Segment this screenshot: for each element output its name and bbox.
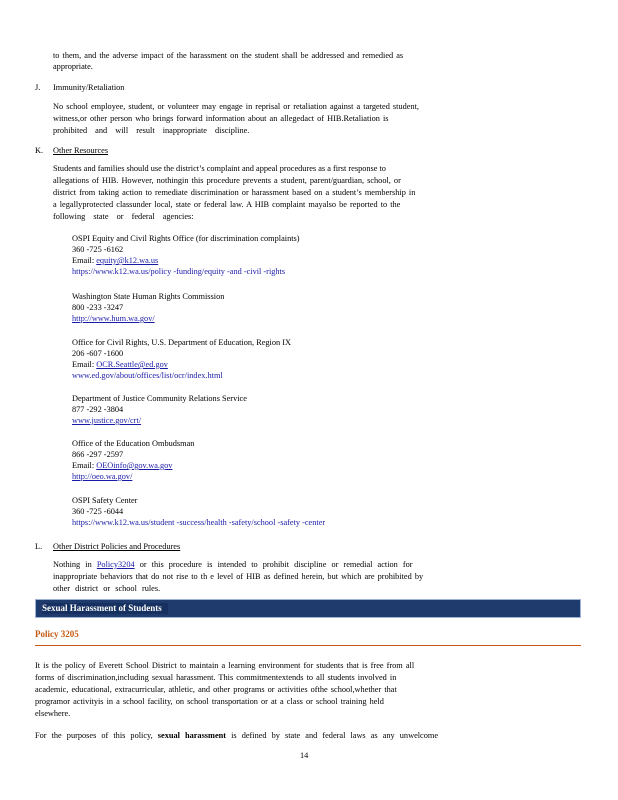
agency-item [72, 291, 552, 324]
section-j-title: Immunity/Retaliation [53, 83, 125, 92]
section-k-line-4: a legallyprotected classunder local, state or federal law. A HIB complaint mayalso be reported to the [53, 200, 401, 209]
section-j-line-2: witness,or other person who brings forward information about an allegedact of HIB.Retaliation is [53, 114, 389, 123]
agency-name: Washington State Human Rights Commission [72, 292, 225, 301]
section-k-title: Other Resources [53, 146, 109, 155]
agency-name: Office of the Education Ombudsman [72, 439, 195, 448]
section-k-line-5: following state or federal agencies: [53, 212, 194, 221]
agency-item [72, 233, 552, 277]
agency-item [72, 438, 552, 482]
agency-item [72, 393, 552, 426]
section-k-letter: K. [35, 146, 44, 155]
continuation-line-1: to them, and the adverse impact of the harassment on the student shall be addressed and remedied as [53, 51, 404, 60]
section-l-line-3: other district or school rules. [53, 584, 161, 593]
agency-name: Department of Justice Community Relations Service [72, 394, 247, 403]
agency-url-link[interactable]: http://oeo.wa.gov/ [72, 472, 133, 481]
agency-phone: 877 -292 -3804 [72, 405, 124, 414]
agency-url-link[interactable]: https://www.k12.wa.us/policy -funding/equity -and -civil -rights [72, 267, 286, 276]
section-l-letter: L. [35, 542, 43, 551]
agency-phone: 360 -725 -6162 [72, 245, 124, 254]
section-k-line-3: district from taking action to remediate discrimination or harassment based on a student’s membership in [53, 188, 416, 197]
email-label: Email: [72, 256, 97, 265]
agency-name: OSPI Equity and Civil Rights Office (for discrimination complaints) [72, 234, 300, 243]
banner-title: Sexual Harassment of Students [42, 603, 168, 614]
policy-para-1-line-5: elsewhere. [35, 709, 71, 718]
section-l-line-2: inappropriate behaviors that do not rise to th e level of HIB as defined herein, but which are prohibited by [53, 572, 424, 581]
policy-para-1-line-1: It is the policy of Everett School District to maintain a learning environment for students that is free from all [35, 661, 415, 670]
agency-url-link[interactable]: www.justice.gov/crt/ [72, 416, 142, 425]
agency-email-link[interactable]: equity@k12.wa.us [96, 256, 159, 265]
email-label: Email: [72, 461, 97, 470]
page-number: 14 [300, 751, 309, 760]
agency-email-link[interactable]: OEOinfo@gov.wa.gov [96, 461, 173, 470]
section-l-line-1-post: or this procedure is intended to prohibit discipline or remedial action for [134, 560, 413, 569]
agency-email-row [72, 460, 552, 471]
policy-3204-link[interactable]: Policy3204 [96, 560, 135, 569]
section-j-line-3: prohibited and will result inappropriate discipline. [53, 126, 250, 135]
email-label: Email: [72, 360, 97, 369]
section-l-line-1 [53, 559, 568, 570]
agency-url-link[interactable]: www.ed.gov/about/offices/list/ocr/index.html [72, 371, 223, 380]
policy-para-2 [35, 730, 565, 741]
section-k-line-1: Students and families should use the district’s complaint and appeal procedures as a first response to [53, 164, 386, 173]
agency-phone: 206 -607 -1600 [72, 349, 124, 358]
agency-item [72, 495, 552, 528]
agency-item [72, 337, 552, 381]
agency-name: Office for Civil Rights, U.S. Department of Education, Region IX [72, 338, 291, 347]
agency-phone: 800 -233 -3247 [72, 303, 124, 312]
continuation-line-2: appropriate. [53, 62, 93, 71]
policy-heading: Policy 3205 [35, 629, 79, 639]
agency-email-row [72, 255, 552, 266]
agency-phone: 360 -725 -6044 [72, 507, 124, 516]
agency-url-link[interactable]: http://www.hum.wa.gov/ [72, 314, 155, 323]
heading-divider [35, 645, 581, 646]
section-l-title: Other District Policies and Procedures [53, 542, 181, 551]
agency-name: OSPI Safety Center [72, 496, 138, 505]
agency-url-link[interactable]: https://www.k12.wa.us/student -success/health -safety/school -safety -center [72, 518, 326, 527]
policy-para-1-line-4: programor activityis in a school facility, on school transportation or at a class or school training held [35, 697, 384, 706]
agency-phone: 866 -297 -2597 [72, 450, 124, 459]
policy-para-2-pre: For the purposes of this policy, [35, 731, 158, 740]
policy-para-1-line-3: academic, educational, extracurricular, athletic, and other programs or activities ofthe school,whether that [35, 685, 397, 694]
section-j-line-1: No school employee, student, or volunteer may engage in reprisal or retaliation against a targeted student, [53, 102, 419, 111]
section-l-line-1-pre: Nothing in [53, 560, 97, 569]
policy-para-2-bold: sexual harassment [157, 731, 227, 740]
agency-email-link[interactable]: OCR.Seattle@ed.gov [96, 360, 168, 369]
policy-para-2-post: is defined by state and federal laws as any unwelcome [226, 731, 439, 740]
section-k-line-2: allegations of HIB. However, nothingin this procedure prevents a student, parent/guardian, school, or [53, 176, 401, 185]
section-j-letter: J. [35, 83, 41, 92]
section-banner [35, 599, 581, 618]
policy-para-1-line-2: forms of discrimination,including sexual harassment. This commitmentextends to all students involved in [35, 673, 397, 682]
agency-email-row [72, 359, 552, 370]
